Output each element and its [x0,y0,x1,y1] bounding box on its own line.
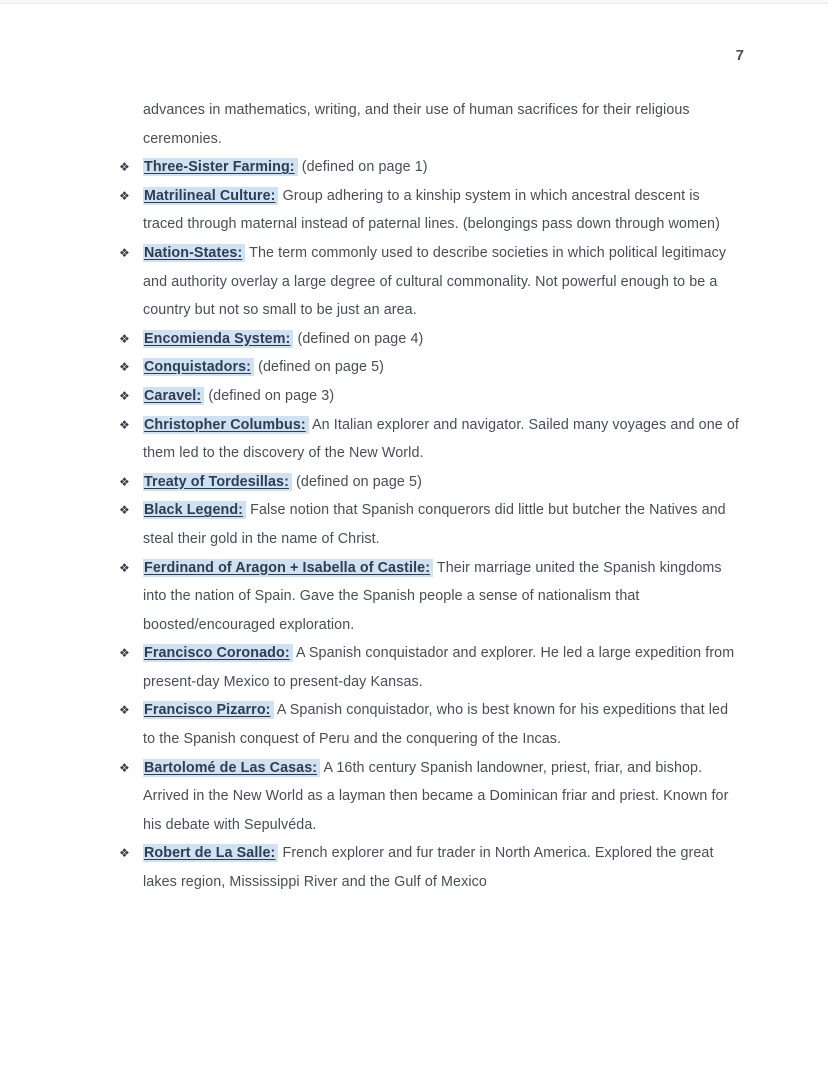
term-definition: A Spanish conquistador, who is best known for his expeditions that led to the Spanish conquest of Peru and the conquering of the Incas. [143,702,729,748]
list-item [119,696,743,753]
bullet-icon: ❖ [119,360,130,375]
term-highlight: Three-Sister Farming: [143,158,298,176]
bullet-icon: ❖ [119,560,130,575]
term-highlight: Treaty of Tordesillas: [143,473,292,491]
bullet-icon: ❖ [119,331,130,346]
top-edge-band [0,0,828,4]
list-item [119,153,743,182]
bullet-icon: ❖ [119,760,130,775]
term-definition: A 16th century Spanish landowner, priest, friar, and bishop. Arrived in the New World as a layman then became a Dominican friar and priest. Known for his debate with Sepulvéda. [143,759,729,833]
term-definition: Group adhering to a kinship system in which ancestral descent is traced through maternal instead of paternal lines. (belongings pass down through women) [143,187,720,233]
term-definition: (defined on page 5) [296,473,422,490]
term-definition: (defined on page 1) [301,159,428,176]
term-highlight: Matrilineal Culture: [143,187,278,205]
list-item [119,239,743,325]
term-highlight: Robert de La Salle: [143,844,278,862]
content-area [119,96,743,897]
term-highlight: Caravel: [143,387,204,405]
list-item [119,839,743,896]
bullet-icon: ❖ [119,503,130,518]
list-item [119,496,743,553]
list-item [119,382,743,411]
list-item [119,353,743,382]
list-item [119,639,743,696]
term-highlight: Conquistadors: [143,358,254,376]
term-definition: Their marriage united the Spanish kingdoms into the nation of Spain. Gave the Spanish people a sense of nationalism that boosted/encouraged exploration. [143,559,722,633]
term-highlight: Francisco Pizarro: [143,701,274,719]
bullet-icon: ❖ [119,388,130,403]
bullet-icon: ❖ [119,474,130,489]
term-definition: A Spanish conquistador and explorer. He led a large expedition from present-day Mexico to present-day Kansas. [143,645,735,690]
bullet-icon: ❖ [119,160,130,175]
term-definition: (defined on page 3) [208,387,335,404]
list-item [119,754,743,840]
term-highlight: Bartolomé de Las Casas: [143,759,320,777]
page-number: 7 [735,47,744,64]
list-item [119,554,743,640]
list-item [119,325,743,354]
list-item [119,182,743,239]
term-highlight: Encomienda System: [143,330,293,348]
intro-paragraph: advances in mathematics, writing, and their use of human sacrifices for their religious ceremonies. [143,102,690,147]
term-definition: False notion that Spanish conquerors did little but butcher the Natives and steal their gold in the name of Christ. [143,502,726,547]
bullet-icon: ❖ [119,245,130,260]
bullet-icon: ❖ [119,703,130,718]
list-item [119,468,743,497]
term-definition: (defined on page 4) [297,330,424,347]
term-highlight: Ferdinand of Aragon + Isabella of Castile: [143,559,433,577]
term-highlight: Black Legend: [143,501,246,519]
bullet-icon: ❖ [119,417,130,432]
bullet-icon: ❖ [119,188,130,203]
bullet-icon: ❖ [119,646,130,661]
term-definition: French explorer and fur trader in North America. Explored the great lakes region, Mississippi River and the Gulf of Mexico [143,845,714,891]
bullet-icon: ❖ [119,846,130,861]
term-highlight: Christopher Columbus: [143,416,309,434]
term-definition: An Italian explorer and navigator. Sailed many voyages and one of them led to the discovery of the New World. [143,416,739,462]
terms-list [119,153,743,896]
term-definition: The term commonly used to describe societies in which political legitimacy and authority overlay a large degree of cultural commonality. Not powerful enough to be a country but not so small to be just an area. [143,244,727,319]
term-highlight: Nation-States: [143,244,245,262]
list-item [119,411,743,468]
term-highlight: Francisco Coronado: [143,644,293,662]
term-definition: (defined on page 5) [258,359,385,376]
